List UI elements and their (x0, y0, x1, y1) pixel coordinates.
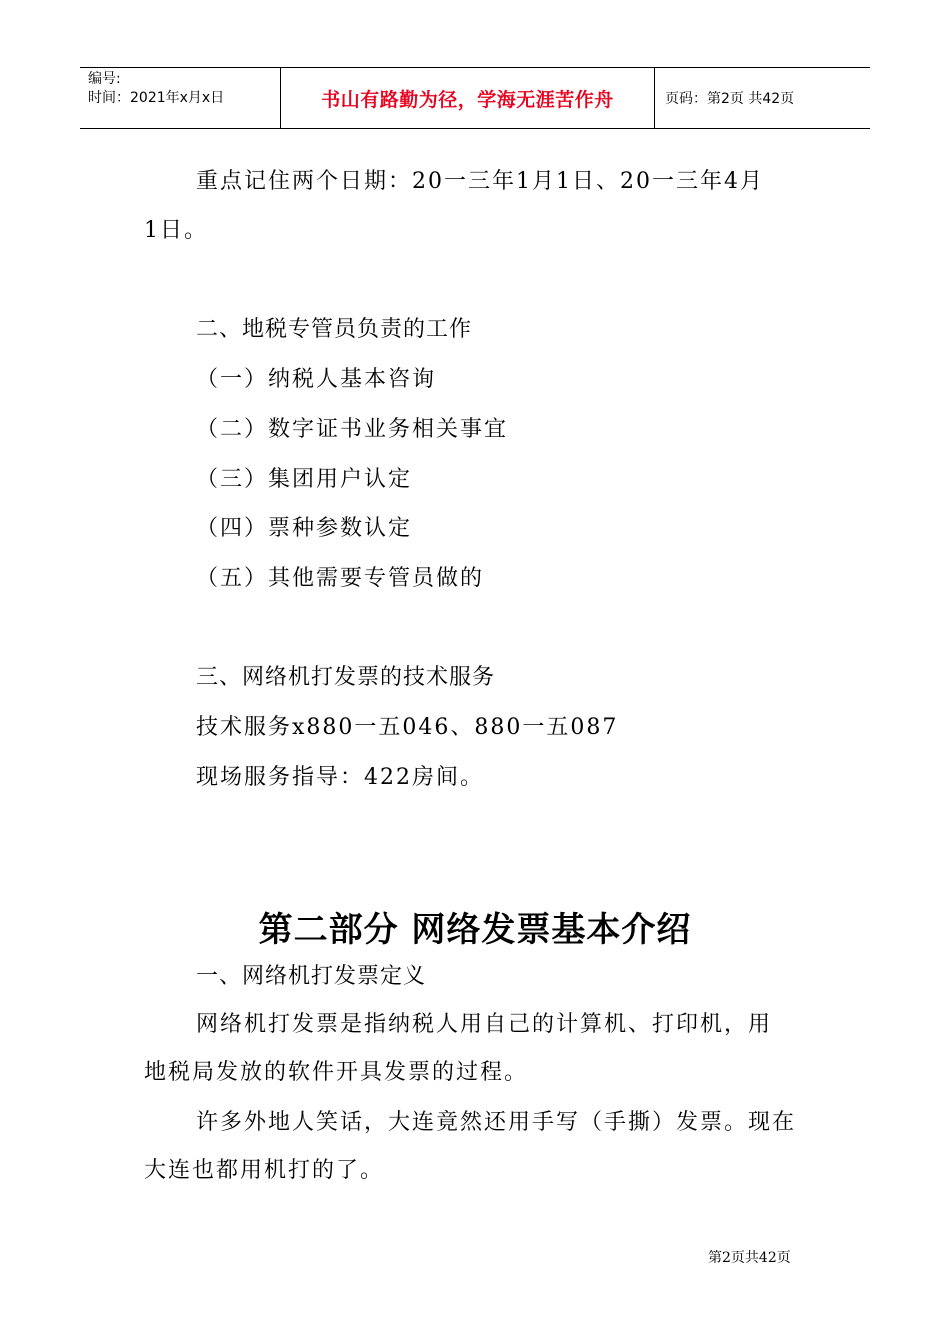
header-page-label: 页码：第2页 共42页 (665, 91, 795, 107)
paragraph-dates-line1: 重点记住两个日期：20一三年1月1日、20一三年4月 (196, 169, 764, 194)
part-section-1-title: 一、网络机打发票定义 (196, 964, 427, 989)
section-2-item-1: （一）纳税人基本咨询 (196, 367, 437, 392)
section-3-title: 三、网络机打发票的技术服务 (196, 665, 496, 690)
definition-line-1: 网络机打发票是指纳税人用自己的计算机、打印机，用 (196, 1012, 773, 1037)
note-line-2: 大连也都用机打的了。 (144, 1158, 385, 1183)
header-motto: 书山有路勤为径，学海无涯苦作舟 (281, 68, 655, 128)
section-2-item-3: （三）集团用户认定 (196, 467, 413, 492)
section-3-line-1: 技术服务x880一五046、880一五087 (196, 715, 619, 740)
section-2-item-4: （四）票种参数认定 (196, 516, 413, 541)
header-meta (80, 68, 281, 128)
part-title: 第二部分 网络发票基本介绍 (258, 910, 692, 950)
paragraph-dates-line2: 1日。 (144, 218, 208, 243)
header-number-label: 编号: (88, 71, 121, 87)
header-time-label: 时间：2021年x月x日 (88, 90, 225, 106)
note-line-1: 许多外地人笑话，大连竟然还用手写（手撕）发票。现在 (196, 1110, 797, 1135)
page-header (80, 67, 870, 129)
definition-line-2: 地税局发放的软件开具发票的过程。 (144, 1060, 529, 1085)
page-footer: 第2页共42页 (708, 1250, 791, 1266)
section-3-line-2: 现场服务指导：422房间。 (196, 765, 484, 790)
section-2-title: 二、地税专管员负责的工作 (196, 317, 473, 342)
section-2-item-2: （二）数字证书业务相关事宜 (196, 417, 509, 442)
section-2-item-5: （五）其他需要专管员做的 (196, 566, 485, 591)
